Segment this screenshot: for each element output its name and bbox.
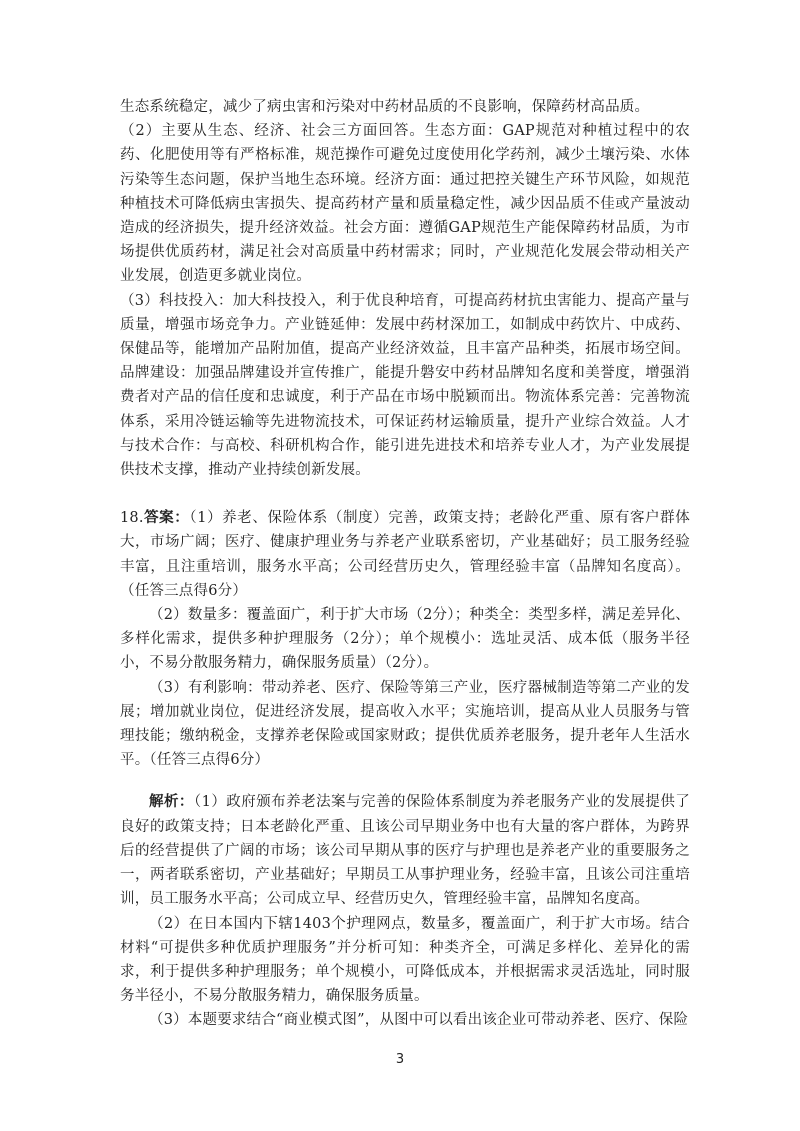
prev-answer-part-3: （3）科技投入：加大科技投入，利于优良种培育，可提高药材抗虫害能力、提高产量与质量，增强市场竞争力。产业链延伸：发展中药材深加工，如制成中药饮片、中成药、保健品等，能增加产品附加值，提高产业经济效益，且丰富产品种类，拓展市场空间。品牌建设：加强品牌建设并宣传推广，能提升磐安中药材品牌知名度和美誉度，增强消费者对产品的信任度和忠诚度，利于产品在市场中脱颖而出。物流体系完善：完善物流体系，采用冷链运输等先进物流技术，可保证药材运输质量，提升产业综合效益。人才与技术合作：与高校、科研机构合作，能引进先进技术和培养专业人才，为产业发展提供技术支撑，推动产业持续创新发展。 [120, 292, 690, 479]
prev-answer-part-2: （2）主要从生态、经济、社会三方面回答。生态方面：GAP规范对种植过程中的农药、化肥使用等有严格标准，规范操作可避免过度使用化学药剂，减少土壤污染、水体污染等生态问题，保护当地生态环境。经济方面：通过把控关键生产环节风险，如规范种植技术可降低病虫害损失、提高药材产量和质量稳定性，减少因品质不佳或产量波动造成的经济损失，提升经济效益。社会方面：遵循GAP规范生产能保障药材品质，为市场提供优质药材，满足社会对高质量中药材需求；同时，产业规范化发展会带动相关产业发展，创造更多就业岗位。 [120, 123, 690, 285]
analysis-label: 解析： [149, 793, 194, 811]
q18-analysis-3: （3）本题要求结合“商业模式图”，从图中可以看出该企业可带动养老、医疗、保险 [149, 1012, 689, 1029]
analysis-1-text: （1）政府颁布养老法案与完善的保险体系制度为养老服务产业的发展提供了良好的政策支持；日本老龄化严重、且该公司早期业务中也有大量的客户群体，为跨界后的经营提供了广阔的市场；该公司早期从事的医疗与护理也是养老产业的重要服务之一，两者联系密切，产业基础好；早期员工从事护理业务，经验丰富，且该公司注重培训，员工服务水平高；公司成立早、经营历史久，管理经验丰富，品牌知名度高。 [120, 794, 690, 908]
q18-answer-3: （3）有利影响：带动养老、医疗、保险等第三产业，医疗器械制造等第二产业的发展；增加就业岗位，促进经济发展，提高收入水平；实施培训，提高从业人员服务与管理技能；缴纳税金，支撑养老保险或国家财政；提供优质养老服务，提升老年人生活水平。（任答三点得6分） [120, 679, 690, 769]
page-number: 3 [395, 1052, 405, 1067]
q18-analysis-2: （2）在日本国内下辖1403个护理网点，数量多，覆盖面广，利于扩大市场。结合材料“可提供多种优质护理服务”并分析可知：种类齐全，可满足多样化、差异化的需求，利于提供多种护理服务；单个规模小，可降低成本，并根据需求灵活选址，同时服务半径小，不易分散服务精力，确保服务质量。 [120, 915, 690, 1005]
prev-answer-continuation: 生态系统稳定，减少了病虫害和污染对中药材品质的不良影响，保障药材高品质。 [120, 99, 650, 115]
answer-label: 答案： [143, 509, 190, 527]
page-content [120, 95, 690, 1033]
answer-1-text: （1）养老、保险体系（制度）完善，政策支持；老龄化严重、原有客户群体大，市场广阔；医疗、健康护理业务与养老产业联系密切，产业基础好；员工服务经验丰富，且注重培训，服务水平高；公司经营历史久，管理经验丰富（品牌知名度高）。（任答三点得6分） [120, 510, 690, 599]
q18-analysis-1 [120, 790, 690, 911]
question-number: 18. [120, 510, 144, 527]
q18-answer-2: （2）数量多：覆盖面广，利于扩大市场（2分）；种类全：类型多样，满足差异化、多样化需求，提供多种护理服务（2分）；单个规模小：选址灵活、成本低（服务半径小，不易分散服务精力，确保服务质量）（2分）。 [120, 607, 690, 672]
q18-answer-1 [120, 506, 690, 603]
